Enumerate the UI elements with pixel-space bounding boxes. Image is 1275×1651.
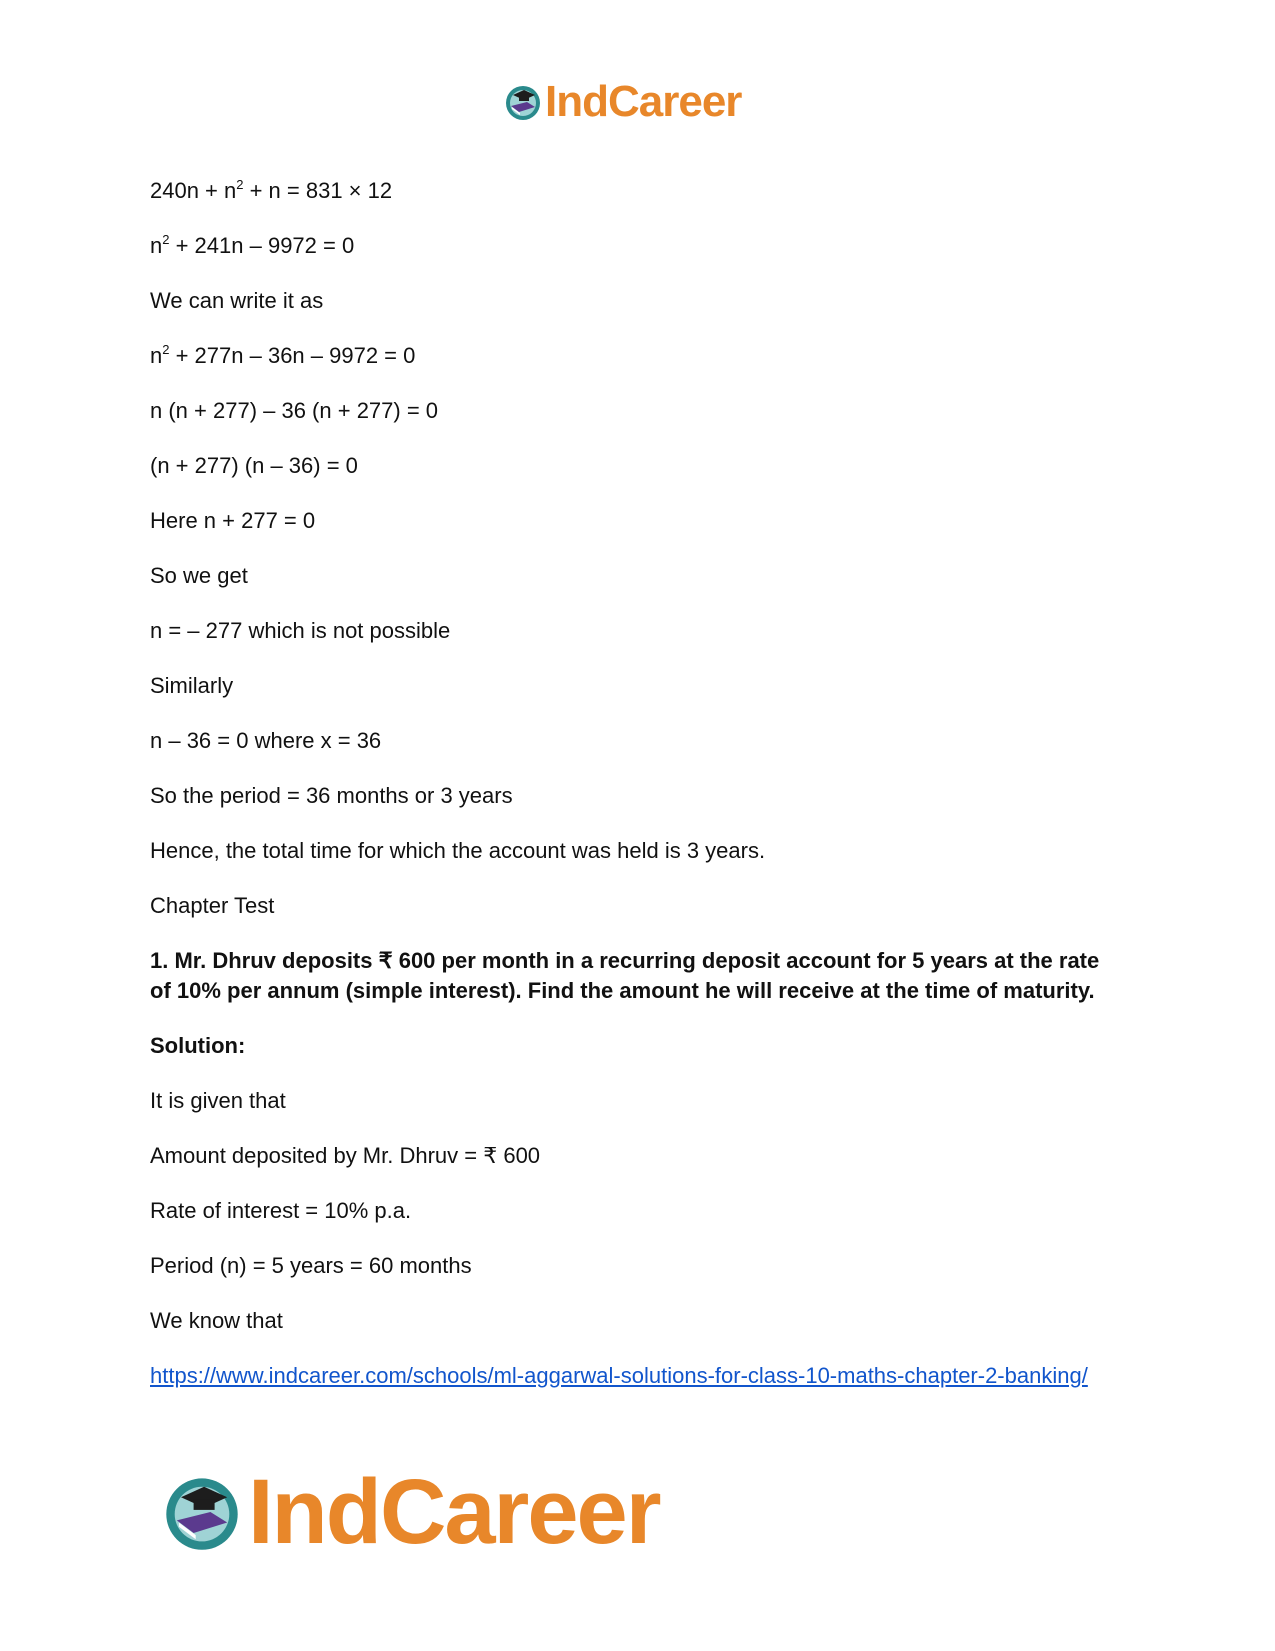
equation-line: n = – 277 which is not possible xyxy=(150,618,451,643)
solution-label: Solution: xyxy=(150,1033,246,1058)
equation-line: $n^2 + 277n - 36n - 9972 = 0$ xyxy=(150,342,416,368)
section-heading: Chapter Test xyxy=(150,893,275,918)
header-logo-text: IndCareer xyxy=(545,77,742,126)
text-line: Similarly xyxy=(150,673,234,698)
text-line: Hence, the total time for which the account was held is 3 years. xyxy=(150,838,766,863)
text-line: We can write it as xyxy=(150,288,324,313)
equation-line: Here n + 277 = 0 xyxy=(150,508,316,533)
equation-line: (n + 277) (n – 36) = 0 xyxy=(150,453,358,478)
footer-logo xyxy=(160,1461,660,1563)
equation-line: $n^2 + 241n - 9972 = 0$ xyxy=(150,232,355,258)
equation-line: $240n + n^2 + n = 831 \times 12$ xyxy=(150,177,393,203)
text-line: We know that xyxy=(150,1308,283,1333)
text-line: Amount deposited by Mr. Dhruv = ₹ 600 xyxy=(150,1143,541,1168)
header-logo xyxy=(503,77,742,126)
text-line: So we get xyxy=(150,563,248,588)
text-line: It is given that xyxy=(150,1088,286,1113)
graduation-book-icon xyxy=(503,82,543,122)
equation-line: n (n + 277) – 36 (n + 277) = 0 xyxy=(150,398,439,423)
equation-line: n – 36 = 0 where x = 36 xyxy=(150,728,382,753)
question-text: 1. Mr. Dhruv deposits ₹ 600 per month in a recurring deposit account for 5 years at the rate of 10% per annum (simple interest). Find the amount he will receive at the time of maturity. xyxy=(150,948,1100,1003)
footer-logo-text: IndCareer xyxy=(248,1461,660,1563)
source-link[interactable]: https://www.indcareer.com/schools/ml-aggarwal-solutions-for-class-10-maths-chapter-2-banking/ xyxy=(150,1363,1088,1388)
graduation-book-icon xyxy=(160,1470,244,1554)
text-line: So the period = 36 months or 3 years xyxy=(150,783,513,808)
page-content xyxy=(150,176,1125,1391)
text-line: Rate of interest = 10% p.a. xyxy=(150,1198,412,1223)
text-line: Period (n) = 5 years = 60 months xyxy=(150,1253,472,1278)
